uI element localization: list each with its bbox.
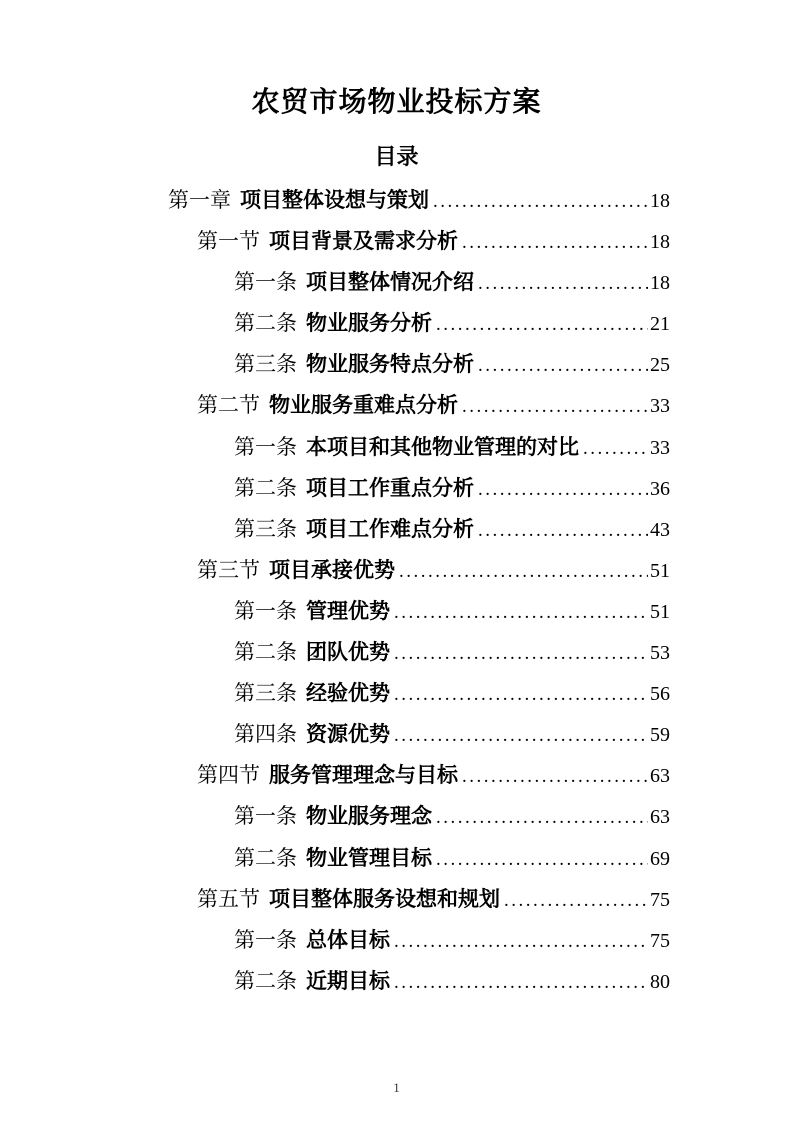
toc-entry-page: 33: [650, 436, 670, 459]
toc-dot-leader: [394, 714, 648, 756]
toc-entry[interactable]: [168, 344, 670, 385]
toc-dot-leader: [462, 385, 648, 427]
toc-dot-leader: [504, 879, 648, 921]
toc-entry-number: 第一章: [168, 188, 231, 212]
toc-entry-title: 项目工作难点分析: [306, 516, 474, 541]
toc-entry-number: 第三节: [197, 557, 260, 582]
toc-entry-title: 项目整体服务设想和规划: [269, 886, 500, 911]
toc-entry-title: 物业服务特点分析: [306, 352, 474, 377]
toc-entry-number: 第五节: [197, 886, 260, 911]
toc-entry-number: 第一条: [234, 270, 297, 295]
toc-entry-page: 63: [650, 806, 670, 829]
toc-entry-page: 80: [650, 970, 670, 993]
toc-entry-number: 第一条: [234, 598, 297, 623]
toc-dot-leader: [436, 796, 648, 838]
toc-entry-title: 物业服务重难点分析: [269, 393, 458, 418]
toc-entry-page: 25: [650, 354, 670, 377]
toc-entry[interactable]: [168, 796, 670, 837]
toc-entry-number: 第二条: [234, 640, 297, 665]
toc-entry-number: 第一条: [234, 927, 297, 952]
toc-entry-number: 第二节: [197, 393, 260, 418]
toc-entry-title: 物业管理目标: [306, 845, 432, 870]
toc-entry-number: 第二条: [234, 311, 297, 336]
toc-dot-leader: [394, 920, 648, 962]
toc-entry-page: 18: [650, 272, 670, 295]
page-number: 1: [393, 1080, 400, 1095]
page-footer: [0, 1080, 793, 1096]
toc-dot-leader: [399, 550, 648, 592]
toc-entry[interactable]: [168, 838, 670, 879]
toc-entry-page: 21: [650, 313, 670, 336]
toc-entry-number: 第三条: [234, 352, 297, 377]
toc-dot-leader: [478, 509, 648, 551]
toc-dot-leader: [394, 632, 648, 674]
toc-entry[interactable]: [168, 714, 670, 755]
toc-entry-number: 第二条: [234, 968, 297, 993]
toc-entry-page: 51: [650, 559, 670, 582]
toc-entry-title: 服务管理理念与目标: [269, 763, 458, 788]
toc-entry[interactable]: [168, 303, 670, 344]
toc-entry-number: 第二条: [234, 475, 297, 500]
toc-entry-number: 第一条: [234, 434, 297, 459]
toc-entry-title: 管理优势: [306, 598, 390, 623]
toc-entry-title: 资源优势: [306, 722, 390, 747]
toc-entry-title: 经验优势: [306, 681, 390, 706]
toc-entry-number: 第三条: [234, 681, 297, 706]
toc-entry-page: 63: [650, 765, 670, 788]
table-of-contents: [168, 180, 670, 1002]
toc-entry-title: 项目整体设想与策划: [240, 188, 429, 212]
toc-entry-page: 18: [650, 190, 670, 212]
toc-dot-leader: [394, 961, 648, 1003]
toc-entry[interactable]: [168, 468, 670, 509]
toc-entry-title: 项目承接优势: [269, 557, 395, 582]
toc-heading: 目录: [374, 144, 419, 169]
toc-entry-page: 59: [650, 724, 670, 747]
toc-entry[interactable]: [168, 879, 670, 920]
toc-entry-page: 56: [650, 683, 670, 706]
toc-entry[interactable]: [168, 755, 670, 796]
toc-entry[interactable]: [168, 591, 670, 632]
toc-entry[interactable]: [168, 920, 670, 961]
toc-dot-leader: [394, 673, 648, 715]
toc-entry-page: 36: [650, 477, 670, 500]
toc-entry[interactable]: [168, 632, 670, 673]
toc-entry-page: 18: [650, 231, 670, 254]
toc-dot-leader: [436, 838, 648, 880]
toc-entry-number: 第三条: [234, 516, 297, 541]
toc-dot-leader: [462, 221, 648, 263]
toc-entry[interactable]: [168, 550, 670, 591]
toc-dot-leader: [436, 303, 648, 345]
toc-entry[interactable]: [168, 262, 670, 303]
toc-entry-number: 第四节: [197, 763, 260, 788]
toc-dot-leader: [583, 427, 648, 469]
toc-entry-title: 项目背景及需求分析: [269, 229, 458, 254]
toc-entry-page: 75: [650, 888, 670, 911]
toc-dot-leader: [433, 180, 648, 222]
document-title: 农贸市场物业投标方案: [251, 86, 542, 117]
toc-entry-number: 第四条: [234, 722, 297, 747]
toc-dot-leader: [478, 468, 648, 510]
toc-entry-title: 项目工作重点分析: [306, 475, 474, 500]
toc-entry-title: 物业服务理念: [306, 804, 432, 829]
toc-entry[interactable]: [168, 509, 670, 550]
toc-entry-page: 69: [650, 847, 670, 870]
toc-entry-page: 51: [650, 600, 670, 623]
toc-entry-number: 第二条: [234, 845, 297, 870]
toc-entry-page: 75: [650, 929, 670, 952]
toc-dot-leader: [478, 344, 648, 386]
toc-entry[interactable]: [168, 673, 670, 714]
toc-entry-title: 本项目和其他物业管理的对比: [306, 434, 579, 459]
toc-dot-leader: [478, 262, 648, 304]
toc-entry-page: 33: [650, 395, 670, 418]
toc-dot-leader: [462, 755, 648, 797]
toc-dot-leader: [394, 591, 648, 633]
toc-entry-number: 第一条: [234, 804, 297, 829]
toc-entry[interactable]: [168, 180, 670, 221]
toc-entry-page: 53: [650, 642, 670, 665]
toc-entry[interactable]: [168, 961, 670, 1002]
toc-entry[interactable]: [168, 221, 670, 262]
toc-entry-title: 团队优势: [306, 640, 390, 665]
toc-entry-title: 项目整体情况介绍: [306, 270, 474, 295]
toc-entry[interactable]: [168, 385, 670, 426]
toc-entry-title: 近期目标: [306, 968, 390, 993]
toc-entry-page: 43: [650, 518, 670, 541]
toc-entry[interactable]: [168, 427, 670, 468]
toc-entry-title: 总体目标: [306, 927, 390, 952]
toc-entry-number: 第一节: [197, 229, 260, 254]
toc-entry-title: 物业服务分析: [306, 311, 432, 336]
